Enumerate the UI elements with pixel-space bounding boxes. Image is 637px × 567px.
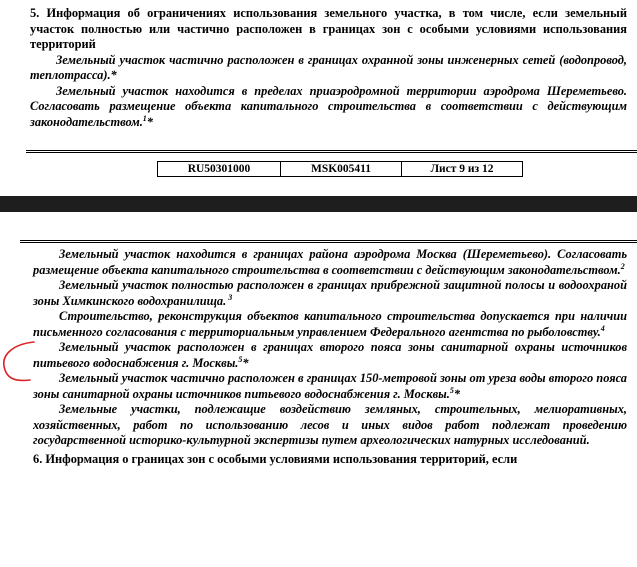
footer-rule [26, 150, 637, 151]
paragraph: Земельный участок расположен в границах второго пояса зоны санитарной охраны источников питьевого водоснабжения г. Москвы.$^5$* [33, 340, 627, 370]
footer-cell: Лист 9 из 12 [402, 162, 523, 177]
header-rule [20, 240, 637, 241]
paragraph: Земельный участок частично расположен в границах охранной зоны инженерных сетей (водопровод, теплотрасса).* [30, 52, 627, 82]
paragraph: Земельный участок находится в пределах приаэродромной территории аэродрома Шереметьево. Согласовать размещение объекта капитального строительства в соответствии с действующим законодательством.$^1$* [30, 83, 627, 129]
paragraph: Земельный участок частично расположен в границах 150-метровой зоны от уреза воды второго пояса зоны санитарной охраны источников питьевого водоснабжения г. Москвы.$^5$* [33, 371, 627, 401]
section6-heading: 6. Информация о границах зон с особыми условиями использования территорий, если [33, 451, 518, 466]
footer-cell: RU50301000 [158, 162, 281, 177]
footer-table [157, 161, 523, 177]
header-rule [20, 242, 637, 243]
red-bracket-annotation [0, 340, 40, 390]
section5-heading: 5. Информация об ограничениях использования земельного участка, в том числе, если земельный участок полностью или частично расположен в границах зон с особыми условиями использования территорий [30, 6, 627, 51]
paragraph: Земельный участок находится в границах района аэродрома Москва (Шереметьево). Согласовать размещение объекта капитального строительства в соответствии с действующим законодательством.$^2$ [33, 247, 627, 277]
page-upper [30, 6, 627, 130]
paragraph: Земельные участки, подлежащие воздействию земляных, строительных, мелиоративных, хозяйственных, работ по использованию лесов и иных видов работ подлежат проведению государственной историко-культурной экспертизы путем археологических натурных исследований. [33, 402, 627, 447]
page-lower [33, 247, 627, 467]
footer-rule [26, 152, 637, 153]
page-break-band [0, 196, 637, 212]
paragraph: Строительство, реконструкция объектов капитального строительства допускается при наличии письменного согласования с территориальным управлением Федерального агентства по рыболовству.$^4$ [33, 309, 627, 339]
paragraph: Земельный участок полностью расположен в границах прибрежной защитной полосы и водоохраной зоны Химкинского водохранилища. $^3$ [33, 278, 627, 308]
footer-cell: MSK005411 [281, 162, 402, 177]
